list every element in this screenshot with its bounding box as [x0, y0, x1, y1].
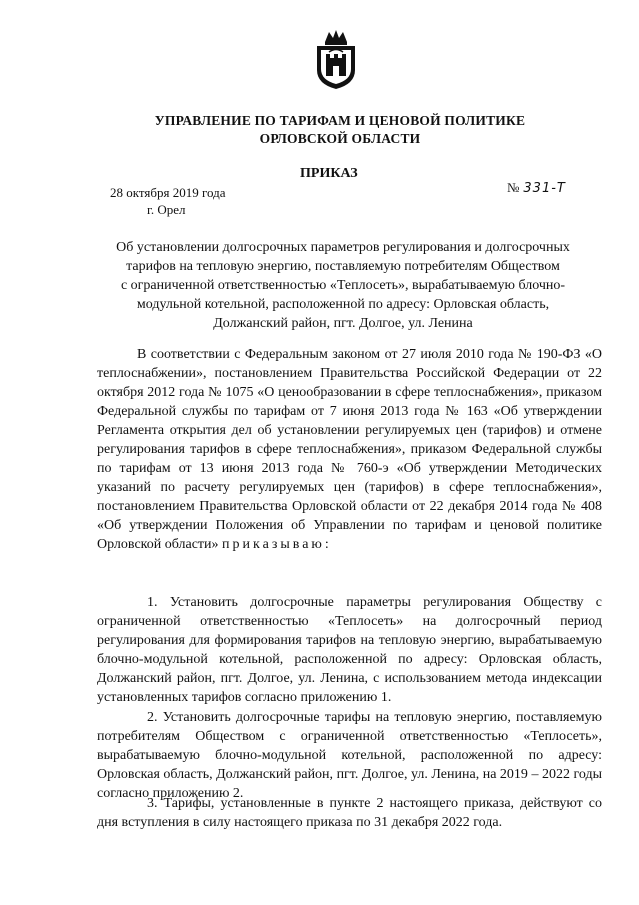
order-item-3: 3. Тарифы, установленные в пункте 2 настоящего приказа, действуют со дня вступления в силу настоящего приказа по 31 декабря 2022 года.: [97, 796, 602, 830]
number-value: 331-Т: [523, 181, 566, 196]
document-date: 28 октября 2019 года: [110, 185, 226, 200]
title-line: с ограниченной ответственностью «Теплосеть», вырабатываемую блочно-: [120, 278, 566, 293]
document-type: ПРИКАЗ: [300, 166, 358, 181]
order-item-2: 2. Установить долгосрочные тарифы на тепловую энергию, поставляемую потребителям Обществом с ограниченной ответственностью «Теплосеть», вырабатываемую блочно-модульной котельной, расположенной по адресу: Орловская область, Должанский район, пгт. Долгое, ул. Ленина, на 2019 – 2022 годы согласно приложению 2.: [97, 710, 602, 801]
decree-word: приказываю:: [222, 537, 332, 552]
document-title: [93, 238, 593, 333]
coat-of-arms-icon: [311, 28, 361, 90]
number-label: №: [507, 180, 520, 195]
title-line: тарифов на тепловую энергию, поставляемую потребителям Обществом: [126, 259, 560, 274]
order-item-1: 1. Установить долгосрочные параметры регулирования Обществу с ограниченной ответственностью «Теплосеть» на долгосрочный период регулирования для формирования тарифов на тепловую энергию, вырабатываемую блочно-модульной котельной, расположенной по адресу: Орловская область, Должанский район, пгт. Долгое, ул. Ленина, с использованием метода индексации установленных тарифов согласно приложению 1.: [97, 595, 602, 705]
title-line: модульной котельной, расположенной по адресу: Орловская область,: [136, 297, 550, 312]
title-line: Должанский район, пгт. Долгое, ул. Ленина: [213, 316, 473, 331]
organization-region: ОРЛОВСКОЙ ОБЛАСТИ: [259, 131, 421, 146]
title-line: Об установлении долгосрочных параметров регулирования и долгосрочных: [116, 240, 570, 255]
preamble-paragraph: [97, 345, 602, 554]
document-city: г. Орел: [147, 202, 186, 217]
organization-name: УПРАВЛЕНИЕ ПО ТАРИФАМ И ЦЕНОВОЙ ПОЛИТИКЕ: [154, 113, 526, 128]
document-number: [507, 180, 566, 196]
preamble-text: В соответствии с Федеральным законом от 27 июля 2010 года № 190-ФЗ «О теплоснабжении», постановлением Правительства Российской Федерации от 22 октября 2012 года № 1075 «О ценообразовании в сфере теплоснабжения», приказом Федеральной службы по тарифам от 7 июня 2013 года № 163 «Об утверждении Регламента открытия дел об установлении регулируемых цен (тарифов) и отмене регулирования тарифов в сфере теплоснабжения», приказом Федеральной службы по тарифам от 13 июня 2013 года № 760-э «Об утверждении Методических указаний по расчету регулируемых цен (тарифов) в сфере теплоснабжения», постановлением Правительства Орловской области от 22 декабря 2014 года № 408 «Об утверждении Положения об Управлении по тарифам и ценовой политике Орловской области»: [97, 347, 602, 552]
